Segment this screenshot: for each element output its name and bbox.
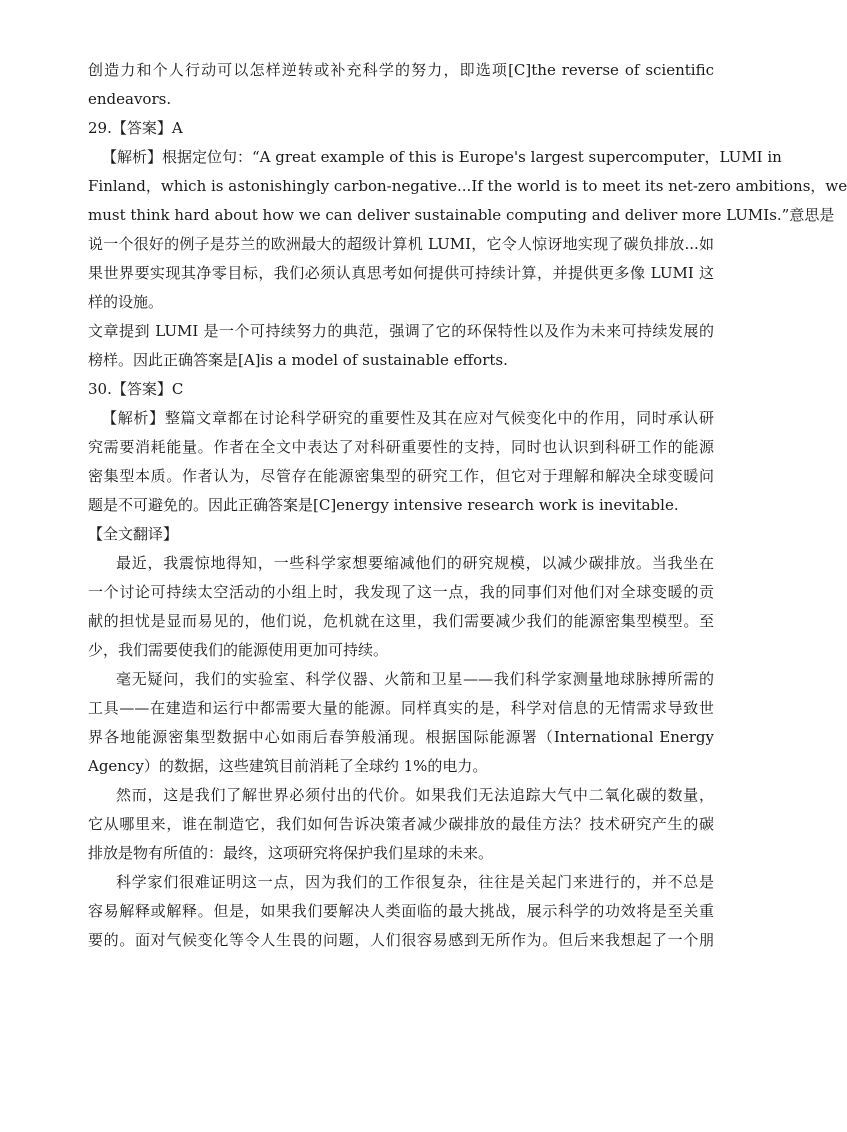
text-line: 科学家们很难证明这一点，因为我们的工作很复杂，往往是关起门来进行的，并不总是	[116, 873, 714, 891]
text-line: 容易解释或解释。但是，如果我们要解决人类面临的最大挑战，展示科学的功效将是至关重	[88, 902, 714, 920]
text-line: 工具——在建造和运行中都需要大量的能源。同样真实的是，科学对信息的无情需求导致世	[88, 699, 714, 717]
text-line: Finland，which is astonishingly carbon-negative...If the world is to meet its net-zero ambitions，we	[88, 177, 847, 195]
text-line: 【解析】根据定位句：“A great example of this is Europe's largest supercomputer，LUMI in	[102, 148, 782, 166]
text-line: 然而，这是我们了解世界必须付出的代价。如果我们无法追踪大气中二氧化碳的数量，	[116, 786, 714, 804]
text-line: 要的。面对气候变化等令人生畏的问题，人们很容易感到无所作为。但后来我想起了一个朋	[88, 931, 714, 949]
text-line: 少，我们需要使我们的能源使用更加可持续。	[88, 641, 389, 659]
text-line: 密集型本质。作者认为，尽管存在能源密集型的研究工作，但它对于理解和解决全球变暖问	[88, 467, 714, 485]
text-line: endeavors.	[88, 90, 172, 108]
text-line: 样的设施。	[88, 293, 164, 311]
text-line: must think hard about how we can deliver sustainable computing and deliver more LUMIs.”意思是	[88, 206, 835, 224]
text-line: 排放是物有所值的：最终，这项研究将保护我们星球的未来。	[88, 844, 494, 862]
text-line: 界各地能源密集型数据中心如雨后春笋般涌现。根据国际能源署（International Energy	[88, 728, 714, 746]
text-line: 题是不可避免的。因此正确答案是[C]energy intensive research work is inevitable.	[88, 496, 679, 514]
text-line: 创造力和个人行动可以怎样逆转或补充科学的努力，即选项[C]the reverse of scientific	[88, 61, 714, 79]
text-line: 究需要消耗能量。作者在全文中表达了对科研重要性的支持，同时也认识到科研工作的能源	[88, 438, 714, 456]
text-line: 一个讨论可持续太空活动的小组上时，我发现了这一点，我的同事们对他们对全球变暖的贡	[88, 583, 714, 601]
text-line: 29.【答案】A	[88, 119, 183, 137]
text-line: 它从哪里来，谁在制造它，我们如何告诉决策者减少碳排放的最佳方法？技术研究产生的碳	[88, 815, 714, 833]
text-line: 说一个很好的例子是芬兰的欧洲最大的超级计算机 LUMI，它令人惊讶地实现了碳负排放...如	[88, 235, 714, 253]
text-line: Agency）的数据，这些建筑目前消耗了全球约 1%的电力。	[88, 757, 488, 775]
text-line: 【解析】整篇文章都在讨论科学研究的重要性及其在应对气候变化中的作用，同时承认研	[102, 409, 714, 427]
text-line: 榜样。因此正确答案是[A]is a model of sustainable efforts.	[88, 351, 508, 369]
text-line: 献的担忧是显而易见的，他们说，危机就在这里，我们需要减少我们的能源密集型模型。至	[88, 612, 714, 630]
text-line: 最近，我震惊地得知，一些科学家想要缩减他们的研究规模，以减少碳排放。当我坐在	[116, 554, 714, 572]
text-line: 30.【答案】C	[88, 380, 184, 398]
text-line: 毫无疑问，我们的实验室、科学仪器、火箭和卫星——我们科学家测量地球脉搏所需的	[116, 670, 714, 688]
document-page	[88, 56, 847, 955]
text-line: 【全文翻译】	[88, 525, 179, 543]
text-line: 果世界要实现其净零目标，我们必须认真思考如何提供可持续计算，并提供更多像 LUMI 这	[88, 264, 714, 282]
text-line: 文章提到 LUMI 是一个可持续努力的典范，强调了它的环保特性以及作为未来可持续发展的	[88, 322, 714, 340]
